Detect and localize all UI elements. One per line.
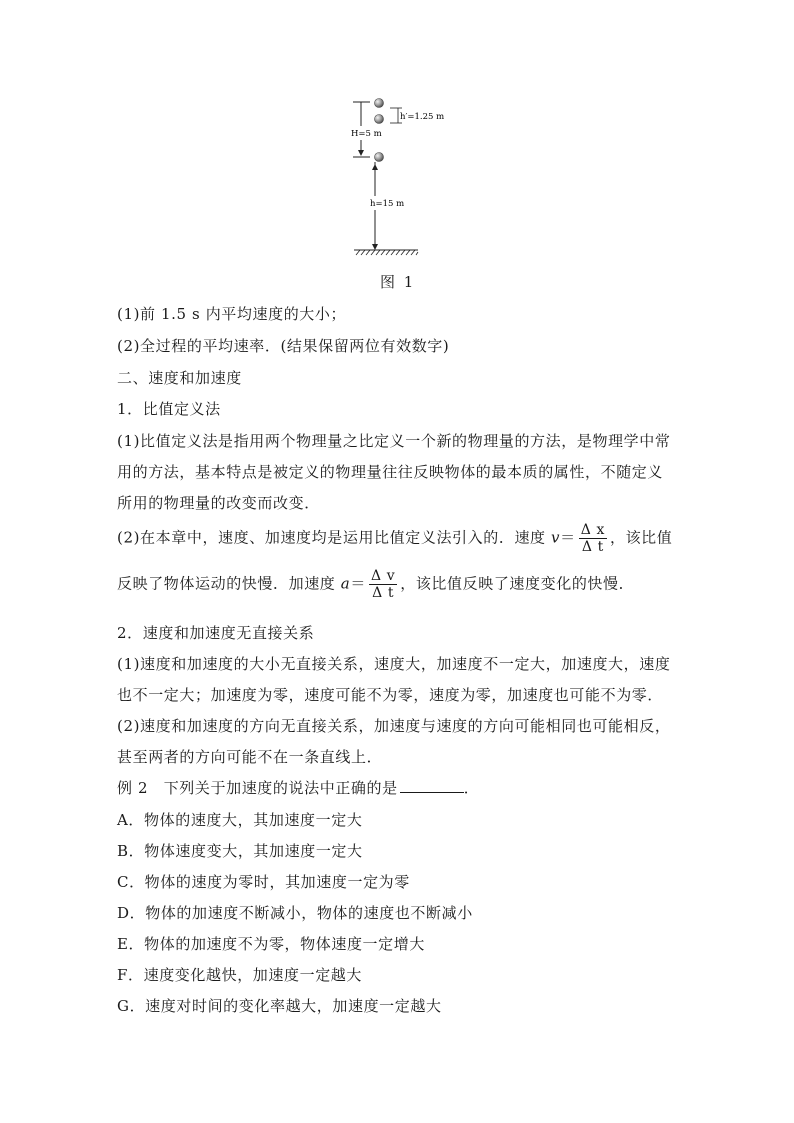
section-heading: 二、速度和加速度: [117, 369, 242, 387]
question-2: (2)全过程的平均速率．(结果保留两位有效数字): [117, 337, 450, 355]
velocity-symbol: v: [551, 528, 561, 547]
paragraph-text: (2)速度和加速度的方向无直接关系，加速度与速度的方向可能相同也可能相反，: [117, 717, 671, 735]
label-H: H=5 m: [351, 129, 382, 139]
velocity-definition-line: [117, 522, 672, 555]
ball-second: [375, 115, 384, 124]
paragraph-text: 甚至两者的方向可能不在一条直线上．: [117, 748, 383, 766]
paragraph-text: 用的方法，基本特点是被定义的物理量往往反映物体的最本质的属性，不随定义: [117, 463, 664, 481]
paragraph-text: (2)在本章中，速度、加速度均是运用比值定义法引入的．速度: [117, 528, 552, 547]
example-stem-end: ．: [463, 779, 480, 797]
paragraph-text: (1)比值定义法是指用两个物理量之比定义一个新的物理量的方法，是物理学中常: [117, 432, 671, 450]
figure-caption: 图 1: [380, 273, 416, 291]
equals-sign: ＝: [560, 528, 576, 547]
answer-blank: [400, 778, 464, 793]
acceleration-fraction: [369, 568, 397, 601]
option-c: C．物体的速度为零时，其加速度一定为零: [117, 873, 410, 891]
paragraph-text: (1)速度和加速度的大小无直接关系，速度大，加速度不一定大，加速度大，速度: [117, 655, 671, 673]
example-stem-text: 例 2 下列关于加速度的说法中正确的是: [117, 779, 398, 797]
velocity-fraction: [579, 522, 607, 555]
example-2-stem: [117, 777, 479, 798]
fraction-numerator: Δ x: [580, 522, 605, 538]
paragraph-text: 反映了物体运动的快慢．加速度: [117, 574, 341, 593]
label-h-prime: h′=1.25 m: [400, 112, 445, 122]
label-h: h=15 m: [370, 199, 405, 209]
option-g: G．速度对时间的变化率越大，加速度一定越大: [117, 997, 442, 1015]
ball-top: [375, 99, 384, 108]
fraction-denominator: Δ t: [581, 539, 604, 555]
option-f: F．速度变化越快，加速度一定越大: [117, 966, 363, 984]
falling-ball-figure: [340, 92, 460, 262]
falling-ball-diagram: [340, 92, 460, 262]
option-a: A．物体的速度大，其加速度一定大: [117, 811, 363, 829]
fraction-numerator: Δ v: [370, 568, 396, 584]
question-1: (1)前 1.5 s 内平均速度的大小；: [117, 305, 347, 323]
equals-sign: ＝: [350, 574, 366, 593]
paragraph-text: 所用的物理量的改变而改变．: [117, 494, 320, 512]
subsection-1-title: 1．比值定义法: [117, 400, 221, 418]
paragraph-text: 也不一定大；加速度为零，速度可能不为零，速度为零，加速度也可能不为零．: [117, 686, 664, 704]
ball-third: [375, 153, 384, 162]
subsection-2-title: 2．速度和加速度无直接关系: [117, 624, 315, 642]
acceleration-symbol: a: [340, 574, 351, 593]
option-e: E．物体的加速度不为零，物体速度一定增大: [117, 935, 425, 953]
option-d: D．物体的加速度不断减小，物体的速度也不断减小: [117, 904, 473, 922]
acceleration-definition-line: [117, 568, 634, 601]
option-b: B．物体速度变大，其加速度一定大: [117, 842, 363, 860]
fraction-denominator: Δ t: [372, 585, 395, 601]
paragraph-text: ，该比值反映了速度变化的快慢．: [400, 574, 635, 593]
paragraph-text: ，该比值: [609, 528, 673, 547]
